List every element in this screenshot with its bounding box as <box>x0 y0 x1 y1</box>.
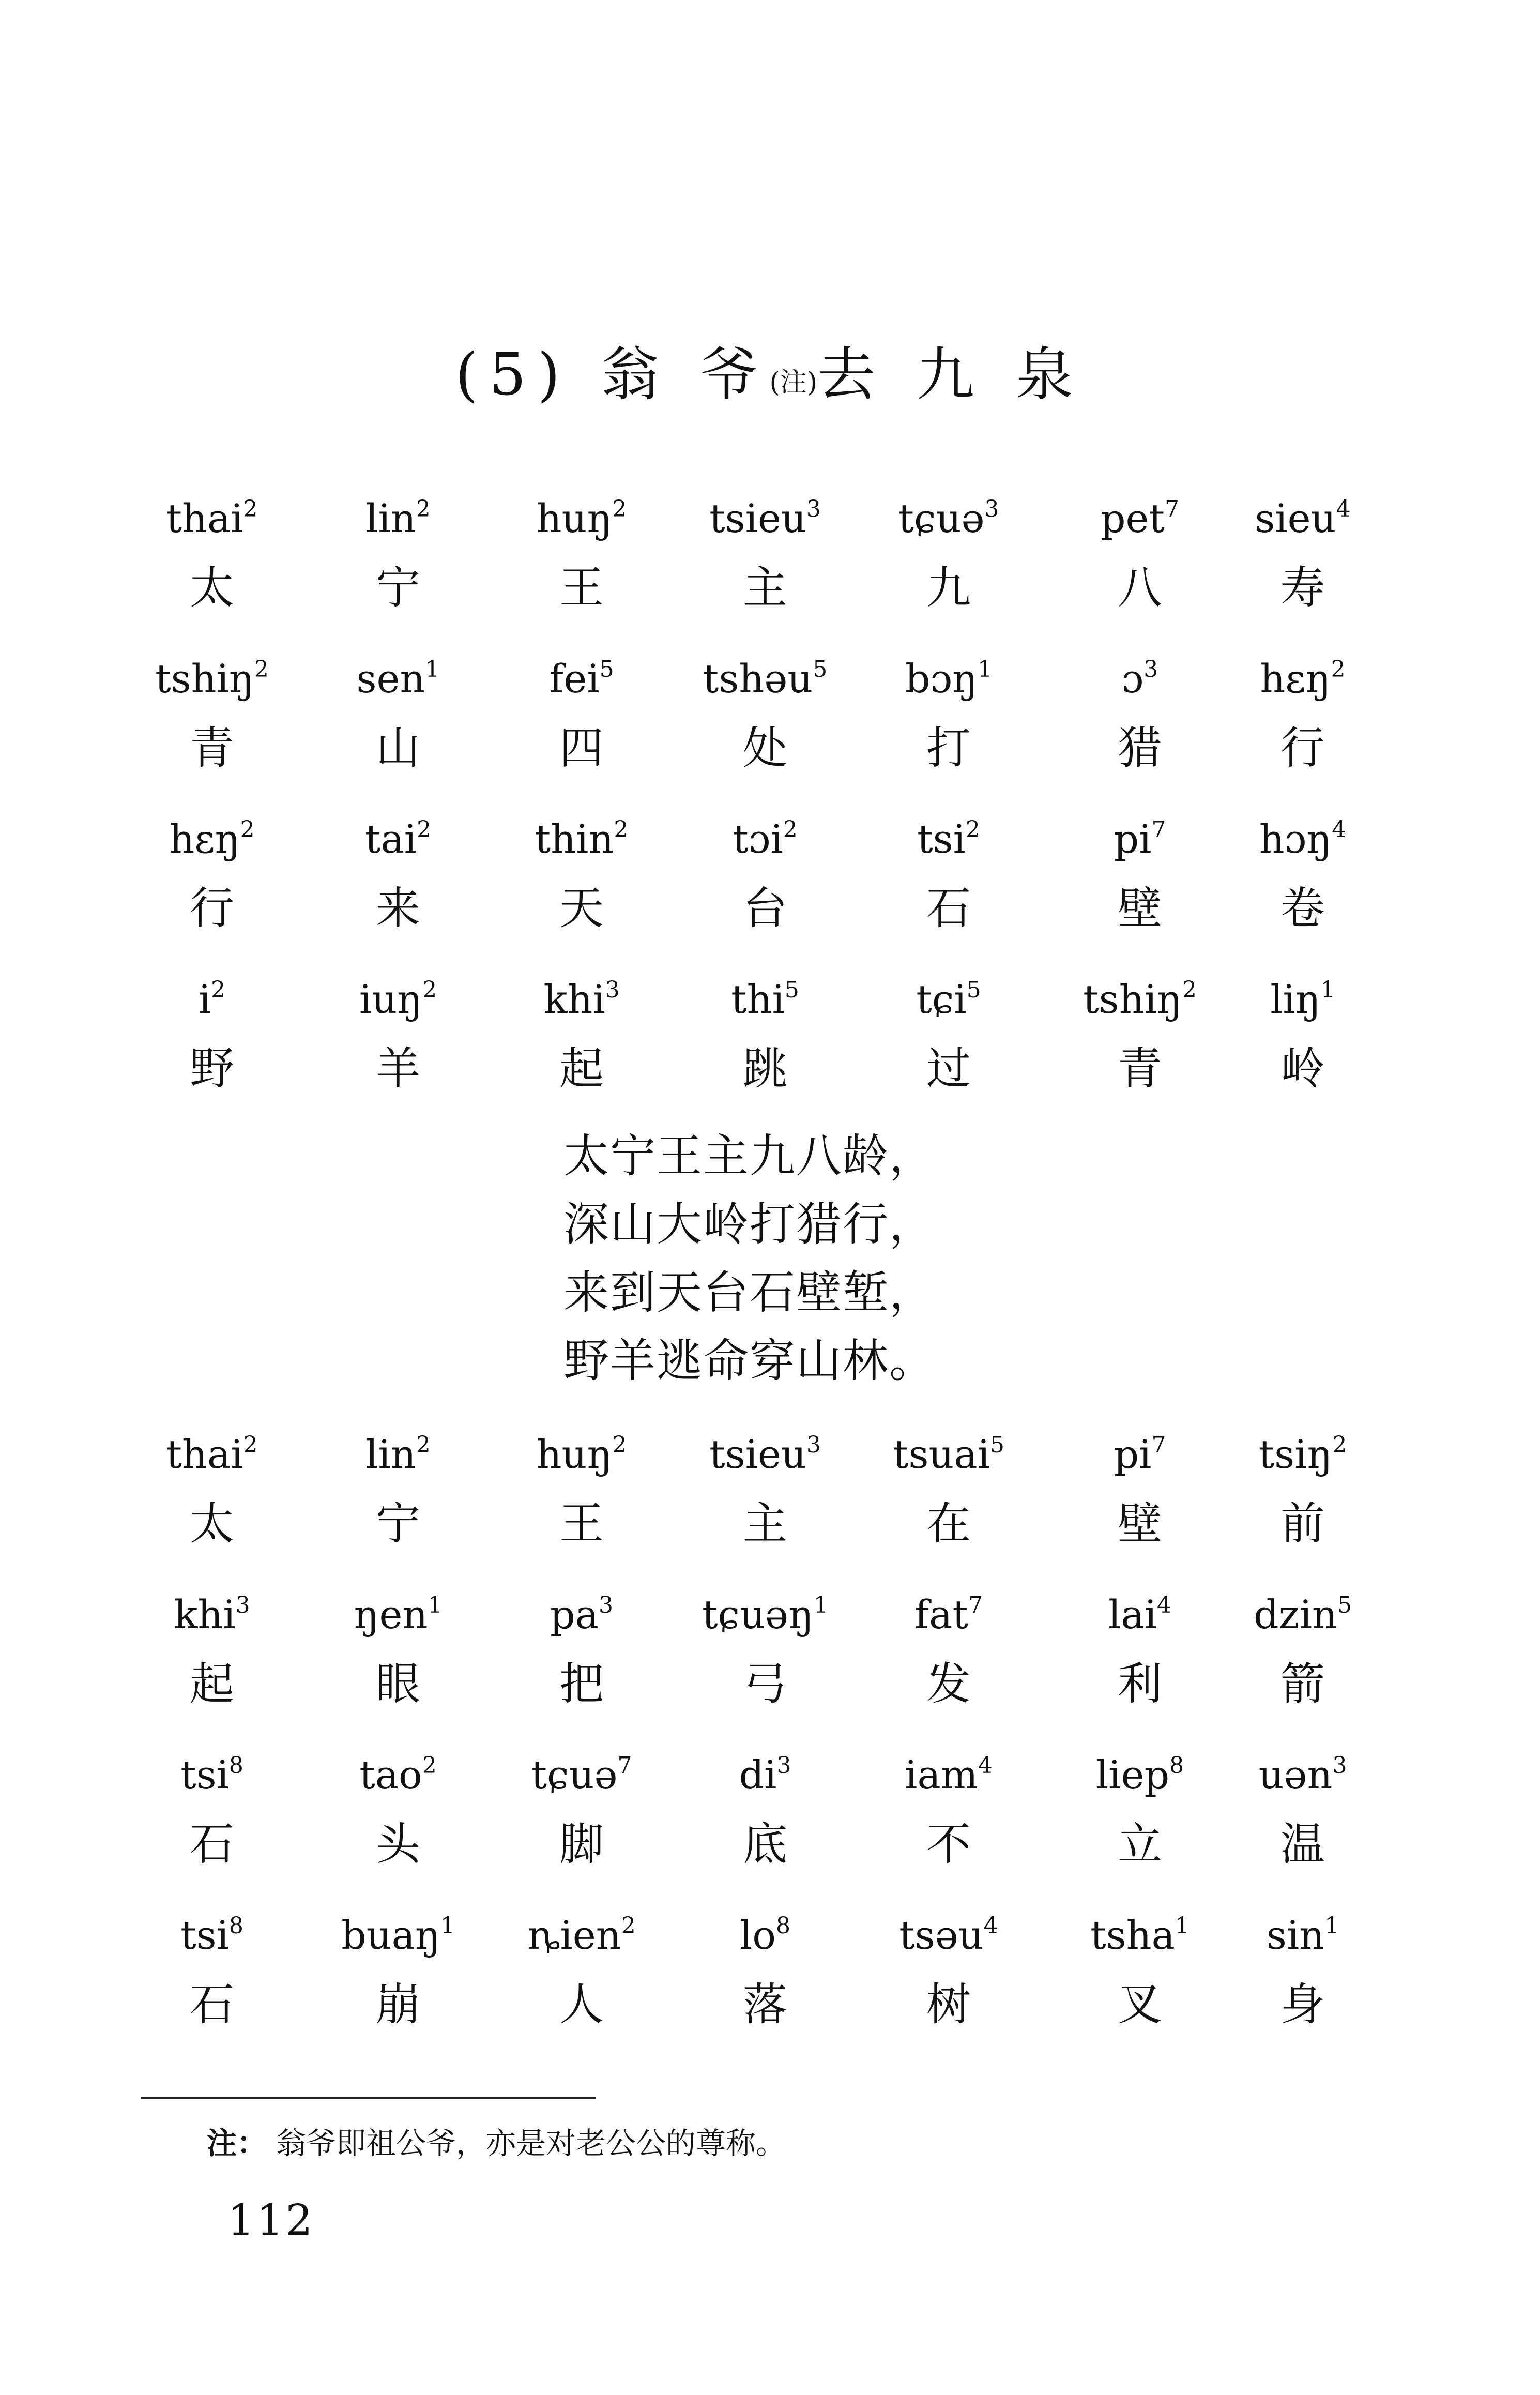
syllable: tsha <box>1090 1912 1175 1958</box>
chinese-character: 石 <box>190 1979 234 2030</box>
tone-number: 2 <box>1332 1432 1347 1458</box>
tone-number: 2 <box>1331 656 1346 683</box>
chinese-character: 九 <box>926 562 971 614</box>
syllable: ȵien <box>527 1912 621 1958</box>
chinese-character: 发 <box>926 1658 971 1710</box>
chinese-character: 利 <box>1118 1658 1162 1710</box>
syllable: buaŋ <box>341 1912 440 1958</box>
footnote-label: 注： <box>207 2126 267 2161</box>
romanization <box>850 1430 1047 1479</box>
syllable: i <box>198 976 211 1022</box>
chinese-character: 宁 <box>376 1498 420 1550</box>
tone-number: 2 <box>416 1432 431 1458</box>
chinese-character: 温 <box>1280 1818 1325 1870</box>
tone-number: 2 <box>211 977 226 1003</box>
romanization <box>667 1911 863 1960</box>
chinese-character: 打 <box>926 722 971 774</box>
tone-number: 3 <box>806 1432 821 1458</box>
chinese-character: 行 <box>1280 722 1325 774</box>
romanization <box>1204 494 1401 543</box>
chinese-character: 石 <box>190 1818 234 1870</box>
poem-line: 太宁王主九八龄， <box>563 1129 936 1183</box>
romanization <box>1204 1430 1401 1479</box>
syllable: sin <box>1266 1912 1325 1958</box>
tone-number: 1 <box>428 1592 443 1618</box>
romanization <box>483 975 680 1024</box>
tone-number: 7 <box>1151 816 1166 843</box>
syllable: iuŋ <box>359 976 423 1022</box>
chinese-character: 王 <box>559 1498 604 1550</box>
tone-number: 2 <box>240 816 255 843</box>
romanization <box>114 654 310 704</box>
chinese-character: 在 <box>926 1498 971 1550</box>
chinese-character: 来 <box>376 883 420 934</box>
romanization <box>114 1430 310 1479</box>
chinese-character: 山 <box>376 722 420 774</box>
syllable: tshiŋ <box>155 656 254 702</box>
syllable: thin <box>535 816 614 862</box>
chinese-character: 卷 <box>1280 883 1325 934</box>
syllable: huŋ <box>536 1431 613 1477</box>
title-part2: 去 九 泉 <box>817 341 1085 408</box>
syllable: lin <box>365 495 416 541</box>
syllable: pa <box>550 1591 599 1638</box>
romanization <box>483 1750 680 1800</box>
tone-number: 2 <box>1182 977 1197 1003</box>
verse-line <box>0 975 1540 1130</box>
chinese-character: 壁 <box>1118 883 1162 934</box>
chinese-character: 主 <box>743 562 787 614</box>
syllable: lai <box>1108 1591 1157 1638</box>
syllable: tsieu <box>709 495 806 541</box>
syllable: lin <box>365 1431 416 1477</box>
syllable: tsieu <box>709 1431 806 1477</box>
chinese-character: 猎 <box>1118 722 1162 774</box>
footnote <box>207 2123 786 2164</box>
chinese-character: 八 <box>1118 562 1162 614</box>
romanization <box>114 1750 310 1800</box>
chinese-character: 前 <box>1280 1498 1325 1550</box>
syllable: tshəu <box>703 656 813 702</box>
tone-number: 3 <box>984 496 999 522</box>
syllable: tao <box>359 1752 422 1798</box>
tone-number: 3 <box>1143 656 1158 683</box>
romanization <box>850 1590 1047 1640</box>
syllable: iam <box>905 1752 978 1798</box>
romanization <box>850 1911 1047 1960</box>
chinese-character: 岭 <box>1280 1043 1325 1095</box>
tone-number: 2 <box>243 496 258 522</box>
romanization <box>483 1911 680 1960</box>
chinese-character: 处 <box>743 722 787 774</box>
syllable: tsiŋ <box>1258 1431 1333 1477</box>
tone-number: 3 <box>776 1752 791 1779</box>
chinese-character: 太 <box>190 1498 234 1550</box>
chinese-character: 天 <box>559 883 604 934</box>
romanization <box>667 814 863 864</box>
chinese-character: 行 <box>190 883 234 934</box>
romanization <box>1204 975 1401 1024</box>
syllable: thai <box>166 495 243 541</box>
tone-number: 2 <box>243 1432 258 1458</box>
tone-number: 4 <box>1336 496 1351 522</box>
syllable: sieu <box>1255 495 1336 541</box>
romanization <box>850 975 1047 1024</box>
syllable: lo <box>739 1912 776 1958</box>
syllable: hɔŋ <box>1259 816 1332 862</box>
poem-line: 深山大岭打猎行， <box>563 1198 936 1251</box>
chinese-character: 羊 <box>376 1043 420 1095</box>
romanization <box>1204 1590 1401 1640</box>
tone-number: 1 <box>978 656 993 683</box>
tone-number: 8 <box>776 1913 791 1939</box>
chinese-character: 底 <box>743 1818 787 1870</box>
romanization <box>300 1590 496 1640</box>
romanization <box>114 1590 310 1640</box>
romanization <box>483 1430 680 1479</box>
romanization <box>300 814 496 864</box>
syllable: pet <box>1100 495 1165 541</box>
syllable: pi <box>1114 816 1152 862</box>
chinese-character: 野 <box>190 1043 234 1095</box>
chinese-character: 把 <box>559 1658 604 1710</box>
tone-number: 2 <box>417 816 432 843</box>
tone-number: 5 <box>966 977 981 1003</box>
page-number: 112 <box>227 2196 315 2245</box>
romanization <box>114 814 310 864</box>
tone-number: 7 <box>617 1752 632 1779</box>
chinese-character: 崩 <box>376 1979 420 2030</box>
footnote-text: 翁爷即祖公爷，亦是对老公公的尊称。 <box>276 2126 786 2161</box>
romanization <box>667 975 863 1024</box>
chinese-character: 四 <box>559 722 604 774</box>
tone-number: 2 <box>422 977 437 1003</box>
syllable: tai <box>364 816 417 862</box>
romanization <box>1204 1911 1401 1960</box>
chinese-character: 台 <box>743 883 787 934</box>
verse-line <box>0 494 1540 649</box>
chinese-character: 跳 <box>743 1043 787 1095</box>
chinese-character: 脚 <box>559 1818 604 1870</box>
tone-number: 2 <box>783 816 798 843</box>
tone-number: 4 <box>983 1913 998 1939</box>
chinese-character: 立 <box>1118 1818 1162 1870</box>
verse-line <box>0 814 1540 969</box>
romanization <box>667 1590 863 1640</box>
tone-number: 3 <box>1332 1752 1347 1779</box>
verse-line <box>0 1430 1540 1585</box>
chinese-character: 王 <box>559 562 604 614</box>
romanization <box>300 1750 496 1800</box>
tone-number: 3 <box>235 1592 250 1618</box>
syllable: fei <box>549 656 600 702</box>
chinese-character: 落 <box>743 1979 787 2030</box>
tone-number: 1 <box>425 656 440 683</box>
chinese-character: 不 <box>926 1818 971 1870</box>
syllable: tshiŋ <box>1083 976 1182 1022</box>
chinese-character: 弓 <box>743 1658 787 1710</box>
romanization <box>300 1911 496 1960</box>
chinese-character: 青 <box>1118 1043 1162 1095</box>
tone-number: 5 <box>813 656 828 683</box>
syllable: fat <box>914 1591 968 1638</box>
romanization <box>483 814 680 864</box>
tone-number: 2 <box>612 1432 627 1458</box>
chinese-character: 树 <box>926 1979 971 2030</box>
syllable: di <box>739 1752 777 1798</box>
chinese-character: 青 <box>190 722 234 774</box>
page-title <box>0 341 1540 416</box>
tone-number: 5 <box>599 656 614 683</box>
syllable: tsi <box>180 1752 229 1798</box>
syllable: khi <box>543 976 605 1022</box>
chinese-character: 宁 <box>376 562 420 614</box>
syllable: hɛŋ <box>1260 656 1331 702</box>
syllable: tsəu <box>899 1912 984 1958</box>
chinese-character: 人 <box>559 1979 604 2030</box>
chinese-character: 眼 <box>376 1658 420 1710</box>
romanization <box>300 1430 496 1479</box>
tone-number: 1 <box>1320 977 1335 1003</box>
chinese-character: 主 <box>743 1498 787 1550</box>
syllable: liep <box>1095 1752 1170 1798</box>
tone-number: 4 <box>978 1752 993 1779</box>
syllable: pi <box>1114 1431 1152 1477</box>
verse-line <box>0 1911 1540 2066</box>
tone-number: 2 <box>422 1752 437 1779</box>
romanization <box>300 494 496 543</box>
syllable: ɔ <box>1121 656 1144 702</box>
romanization <box>114 494 310 543</box>
tone-number: 8 <box>228 1913 243 1939</box>
poem-line: 野羊逃命穿山林。 <box>563 1334 936 1387</box>
tone-number: 1 <box>1324 1913 1339 1939</box>
syllable: bɔŋ <box>905 656 978 702</box>
tone-number: 1 <box>440 1913 455 1939</box>
romanization <box>483 1590 680 1640</box>
tone-number: 4 <box>1156 1592 1171 1618</box>
tone-number: 7 <box>1165 496 1180 522</box>
syllable: tɕuə <box>898 495 985 541</box>
romanization <box>114 975 310 1024</box>
romanization <box>1204 654 1401 704</box>
romanization <box>667 1430 863 1479</box>
tone-number: 2 <box>621 1913 636 1939</box>
romanization <box>300 654 496 704</box>
syllable: tɕuə <box>531 1752 618 1798</box>
title-part1: 翁 爷 <box>601 341 770 408</box>
tone-number: 7 <box>1151 1432 1166 1458</box>
romanization <box>1204 1750 1401 1800</box>
romanization <box>667 654 863 704</box>
verse-line <box>0 1590 1540 1745</box>
tone-number: 5 <box>784 977 799 1003</box>
chinese-character: 叉 <box>1118 1979 1162 2030</box>
syllable: thai <box>166 1431 243 1477</box>
tone-number: 5 <box>1337 1592 1352 1618</box>
chinese-character: 寿 <box>1280 562 1325 614</box>
chinese-character: 身 <box>1280 1979 1325 2030</box>
romanization <box>667 494 863 543</box>
romanization <box>300 975 496 1024</box>
tone-number: 2 <box>614 816 629 843</box>
syllable: hɛŋ <box>169 816 240 862</box>
syllable: tɔi <box>733 816 783 862</box>
chinese-character: 起 <box>190 1658 234 1710</box>
syllable: tɕi <box>916 976 967 1022</box>
syllable: sen <box>356 656 425 702</box>
tone-number: 8 <box>1169 1752 1184 1779</box>
footnote-rule <box>141 2097 596 2099</box>
tone-number: 2 <box>254 656 269 683</box>
poem-line: 来到天台石壁堑， <box>563 1266 936 1319</box>
romanization <box>850 494 1047 543</box>
tone-number: 3 <box>598 1592 613 1618</box>
chinese-character: 过 <box>926 1043 971 1095</box>
poem-translation <box>563 1122 936 1395</box>
tone-number: 2 <box>612 496 627 522</box>
romanization <box>850 654 1047 704</box>
syllable: khi <box>174 1591 236 1638</box>
tone-number: 1 <box>1175 1913 1190 1939</box>
tone-number: 4 <box>1332 816 1347 843</box>
romanization <box>850 1750 1047 1800</box>
verse-line <box>0 654 1540 809</box>
syllable: uən <box>1258 1752 1333 1798</box>
tone-number: 8 <box>228 1752 243 1779</box>
syllable: huŋ <box>536 495 613 541</box>
romanization <box>1204 814 1401 864</box>
tone-number: 3 <box>806 496 821 522</box>
title-number: (5) <box>455 341 572 408</box>
romanization <box>483 654 680 704</box>
title-note-mark: (注) <box>769 367 818 398</box>
chinese-character: 箭 <box>1280 1658 1325 1710</box>
tone-number: 1 <box>813 1592 828 1618</box>
romanization <box>850 814 1047 864</box>
chinese-character: 起 <box>559 1043 604 1095</box>
syllable: tsi <box>917 816 966 862</box>
romanization <box>667 1750 863 1800</box>
tone-number: 5 <box>990 1432 1005 1458</box>
syllable: tsi <box>180 1912 229 1958</box>
syllable: tɕuəŋ <box>702 1591 814 1638</box>
tone-number: 2 <box>965 816 980 843</box>
tone-number: 2 <box>416 496 431 522</box>
syllable: tsuai <box>892 1431 990 1477</box>
chinese-character: 太 <box>190 562 234 614</box>
romanization <box>483 494 680 543</box>
syllable: dzin <box>1254 1591 1337 1638</box>
chinese-character: 石 <box>926 883 971 934</box>
syllable: liŋ <box>1270 976 1321 1022</box>
syllable: thi <box>731 976 785 1022</box>
tone-number: 7 <box>968 1592 983 1618</box>
chinese-character: 壁 <box>1118 1498 1162 1550</box>
syllable: ŋen <box>354 1591 428 1638</box>
verse-line <box>0 1750 1540 1905</box>
romanization <box>114 1911 310 1960</box>
tone-number: 3 <box>605 977 620 1003</box>
chinese-character: 头 <box>376 1818 420 1870</box>
